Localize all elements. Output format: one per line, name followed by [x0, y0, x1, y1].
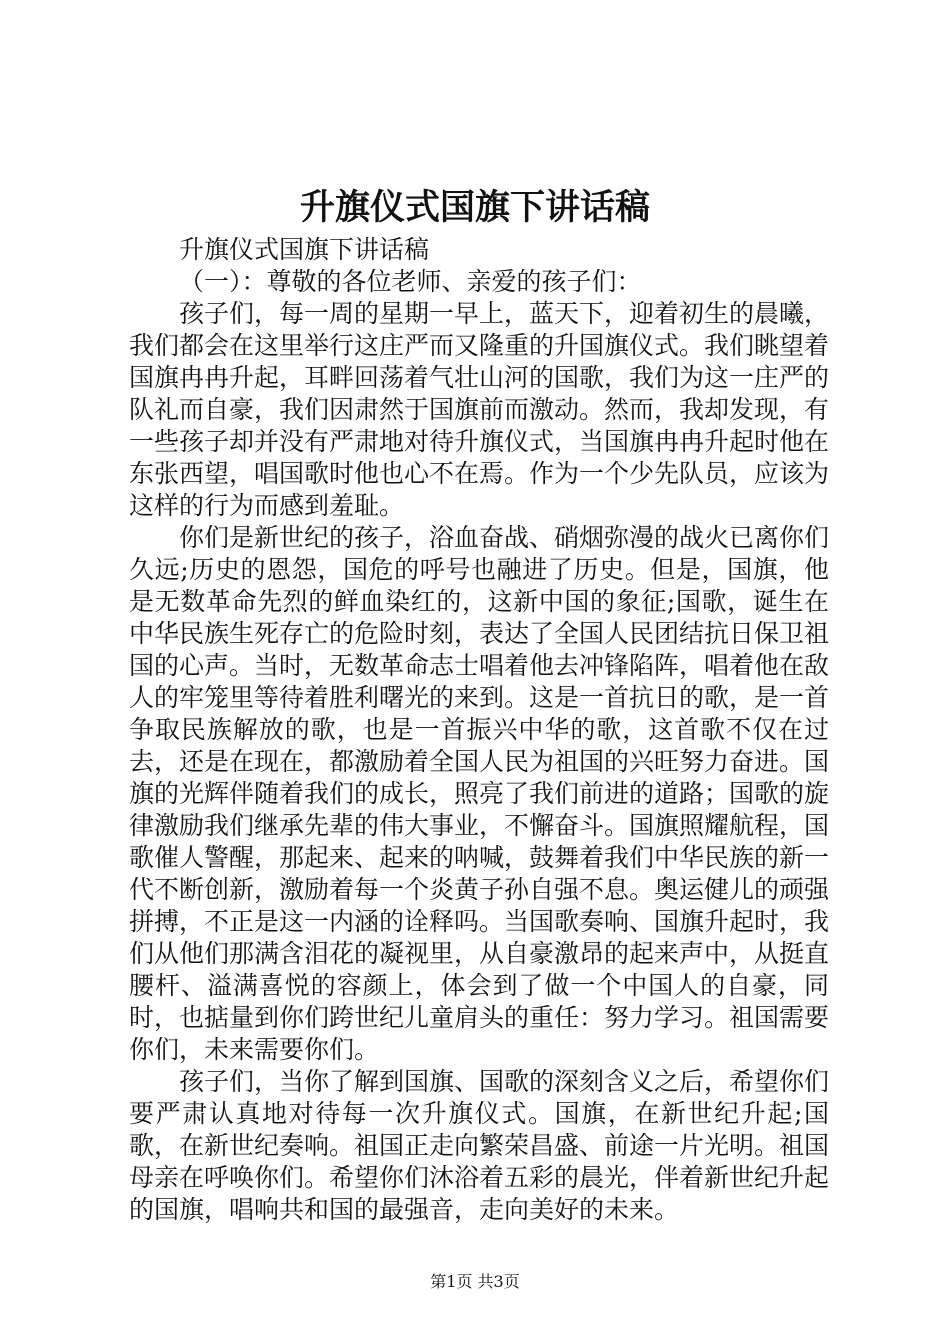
document-body: [129, 234, 829, 1226]
paragraph: 孩子们，当你了解到国旗、国歌的深刻含义之后，希望你们要严肃认真地对待每一次升旗仪式。国旗，在新世纪升起;国歌，在新世纪奏响。祖国正走向繁荣昌盛、前途一片光明。祖国母亲在呼唤你们。希望你们沐浴着五彩的晨光，伴着新世纪升起的国旗，唱响共和国的最强音，走向美好的未来。: [129, 1067, 830, 1224]
paragraph: 孩子们，每一周的星期一早上，蓝天下，迎着初生的晨曦，我们都会在这里举行这庄严而又隆重的升国旗仪式。我们眺望着国旗冉冉升起，耳畔回荡着气壮山河的国歌，我们为这一庄严的队礼而自豪，我们因肃然于国旗前而激动。然而，我却发现，有一些孩子却并没有严肃地对待升旗仪式，当国旗冉冉升起时他在东张西望，唱国歌时他也心不在焉。作为一个少先队员，应该为这样的行为而感到羞耻。: [129, 299, 830, 520]
document-subtitle: 升旗仪式国旗下讲话稿: [179, 235, 430, 264]
document-title: 升旗仪式国旗下讲话稿: [299, 187, 650, 228]
salutation: （一）：尊敬的各位老师、亲爱的孩子们：: [179, 267, 642, 296]
page-indicator: 第1页 共3页: [430, 1272, 520, 1291]
paragraph: 你们是新世纪的孩子，浴血奋战、硝烟弥漫的战火已离你们久远;历史的恩怨，国危的呼号也融进了历史。但是，国旗，他是无数革命先烈的鲜血染红的，这新中国的象征;国歌，诞生在中华民族生死存亡的危险时刻，表达了全国人民团结抗日保卫祖国的心声。当时，无数革命志士唱着他去冲锋陷阵，唱着他在敌人的牢笼里等待着胜利曙光的来到。这是一首抗日的歌，是一首争取民族解放的歌，也是一首振兴中华的歌，这首歌不仅在过去，还是在现在，都激励着全国人民为祖国的兴旺努力奋进。国旗的光辉伴随着我们的成长，照亮了我们前进的道路；国歌的旋律激励我们继承先辈的伟大事业，不懈奋斗。国旗照耀航程，国歌催人警醒，那起来、起来的呐喊，鼓舞着我们中华民族的新一代不断创新，激励着每一个炎黄子孙自强不息。奥运健儿的顽强拼搏，不正是这一内涵的诠释吗。当国歌奏响、国旗升起时，我们从他们那满含泪花的凝视里，从自豪激昂的起来声中，从挺直腰杆、溢满喜悦的容颜上，体会到了做一个中国人的自豪，同时，也掂量到你们跨世纪儿童肩头的重任：努力学习。祖国需要你们，未来需要你们。: [129, 523, 830, 1064]
